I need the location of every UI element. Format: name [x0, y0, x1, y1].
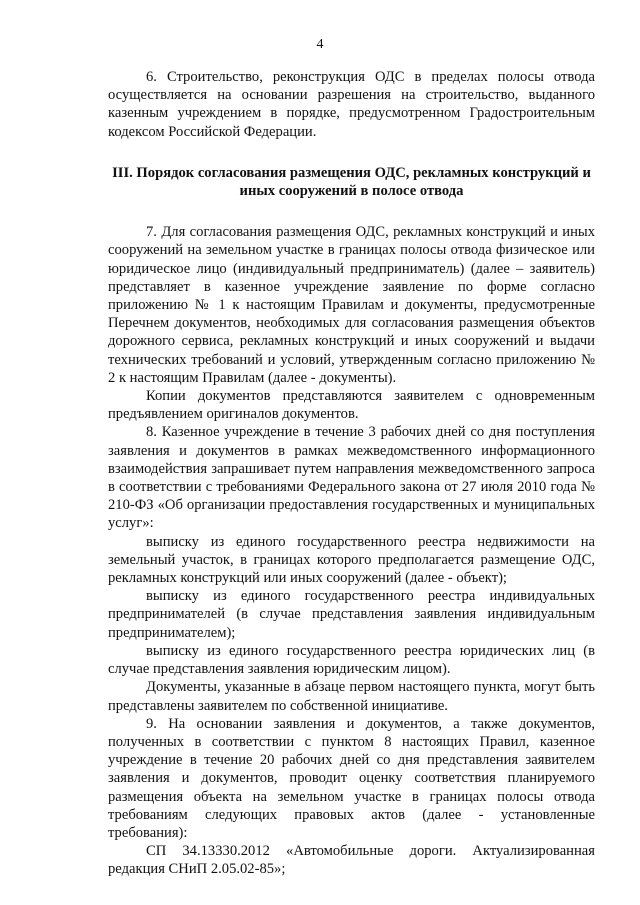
list-item-real-estate-extract: выписку из единого государственного реестра недвижимости на земельный участок, в границах которого предполагается размещение ОДС, рекламных конструкций или иных сооружений (далее - объект);: [108, 533, 595, 587]
paragraph-7: 7. Для согласования размещения ОДС, рекламных конструкций и иных сооружений на земельном участке в границах полосы отвода физическое или юридическое лицо (индивидуальный предприниматель) (далее – заявитель) представляет в казенное учреждение заявление по форме согласно приложению № 1 к настоящим Правилам и документы, предусмотренные Перечнем документов, необходимых для согласования размещения объектов дорожного сервиса, рекламных конструкций и иных сооружений и выдачи технических требований и условий, утвержденным согласно приложению № 2 к настоящим Правилам (далее - документы).: [108, 224, 595, 386]
paragraph-8: 8. Казенное учреждение в течение 3 рабочих дней со дня поступления заявления и документов в рамках межведомственного информационного взаимодействия запрашивает путем направления межведомственного запроса в соответствии с требованиями Федерального закона от 27 июля 2010 года № 210-ФЗ «Об организации предоставления государственных и муниципальных услуг»:: [108, 424, 595, 532]
paragraph-9: 9. На основании заявления и документов, а также документов, полученных в соответствии с пунктом 8 настоящих Правил, казенное учреждение в течение 20 рабочих дней со дня представления заявителем заявления и документов, проводит оценку соответствия планируемого размещения объекта на земельном участке в границах полосы отвода требованиям следующих правовых актов (далее - установленные требования):: [108, 715, 595, 841]
paragraph-6: 6. Строительство, реконструкция ОДС в пределах полосы отвода осуществляется на основании разрешения на строительство, выданного казенным учреждением в порядке, предусмотренном Градостроительным кодексом Российской Федерации.: [108, 69, 595, 140]
section-heading: III. Порядок согласования размещения ОДС, рекламных конструкций и иных сооружений в полосе отвода: [112, 164, 591, 200]
list-item-legal-entities-extract: выписку из единого государственного реестра юридических лиц (в случае представления заявления юридическим лицом).: [108, 642, 595, 678]
list-item-sp-34: СП 34.13330.2012 «Автомобильные дороги. Актуализированная редакция СНиП 2.05.02-85»;: [108, 843, 595, 878]
paragraph-documents-initiative: Документы, указанные в абзаце первом настоящего пункта, могут быть представлены заявителем по собственной инициативе.: [108, 679, 595, 714]
list-item-entrepreneurs-extract: выписку из единого государственного реестра индивидуальных предпринимателей (в случае представления заявления индивидуальным предпринимателем);: [108, 588, 595, 641]
page-number: 4: [316, 37, 324, 52]
paragraph-copies: Копии документов представляются заявителем с одновременным предъявлением оригиналов документов.: [108, 388, 595, 423]
document-body: [108, 68, 595, 879]
